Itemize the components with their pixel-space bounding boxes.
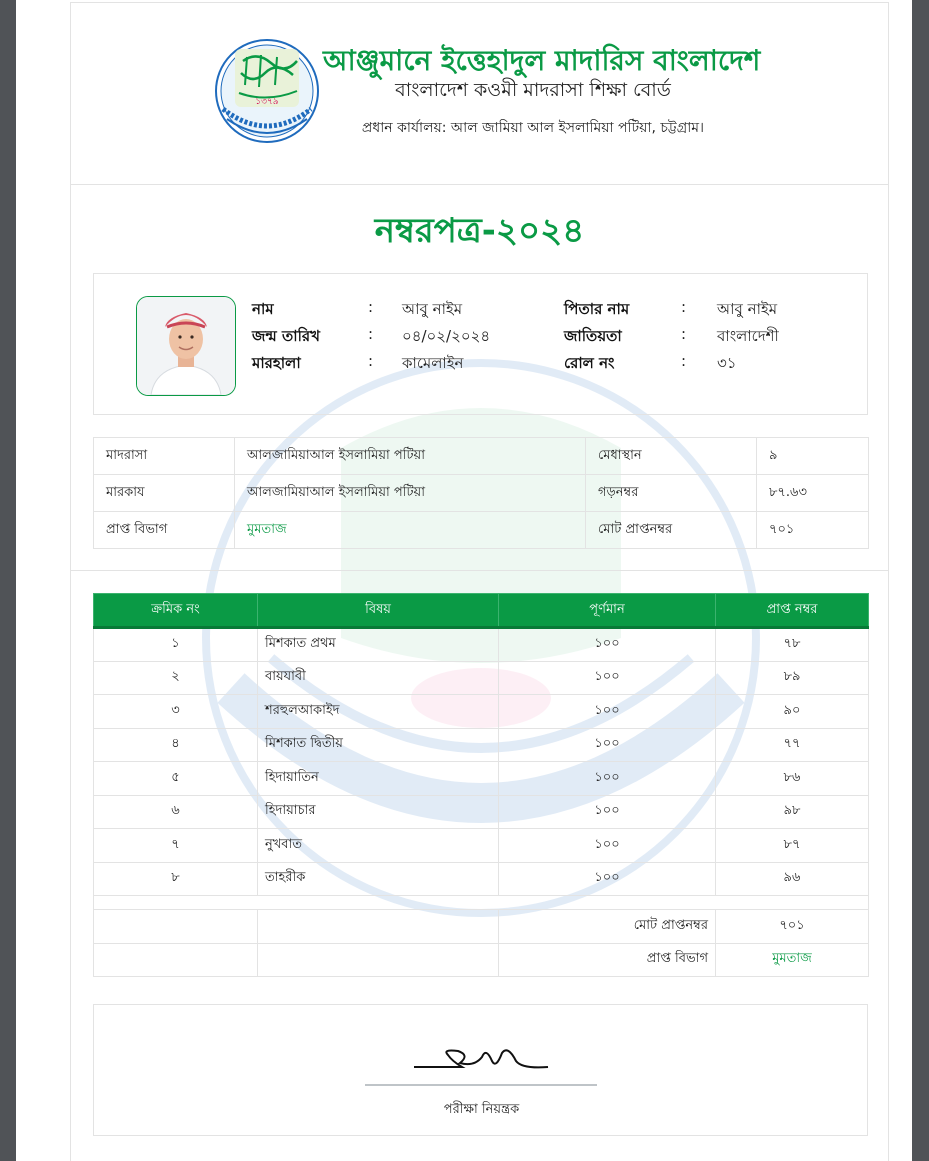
serial: ৮ — [94, 862, 258, 896]
document-title: নম্বরপত্র-২০২৪ — [374, 211, 585, 251]
full-marks: ১০০ — [499, 829, 716, 863]
student-nationality: বাংলাদেশী — [717, 327, 779, 345]
subject: তাহরীক — [258, 862, 499, 896]
meta-row — [94, 475, 869, 512]
spacer-row — [94, 896, 869, 910]
student-name: আবু নাইম — [402, 300, 463, 318]
serial: ৭ — [94, 829, 258, 863]
meta-value: ৮৭.৬৩ — [757, 475, 869, 512]
colon: : — [368, 352, 374, 370]
viewer-gutter-left — [0, 0, 16, 1161]
student-roll: ৩১ — [717, 354, 737, 372]
student-avatar-image — [137, 297, 235, 395]
subject: মিশকাত দ্বিতীয় — [258, 728, 499, 762]
signature-box — [93, 1004, 868, 1136]
full-marks: ১০০ — [499, 762, 716, 796]
meta-row — [94, 512, 869, 549]
colon: : — [681, 325, 687, 343]
serial: ৪ — [94, 728, 258, 762]
table-row — [94, 829, 869, 863]
father-label: পিতার নাম — [564, 300, 630, 318]
meta-division-value: মুমতাজ — [235, 512, 586, 549]
meta-value: আলজামিয়াআল ইসলামিয়া পটিয়া — [235, 438, 586, 475]
signature-scribble — [412, 1037, 552, 1077]
serial: ৬ — [94, 795, 258, 829]
serial: ৫ — [94, 762, 258, 796]
meta-key: মেধাস্থান — [586, 438, 757, 475]
subject: মিশকাত প্রথম — [258, 628, 499, 662]
meta-value: আলজামিয়াআল ইসলামিয়া পটিয়া — [235, 475, 586, 512]
col-header-serial: ক্রমিক নং — [94, 594, 258, 628]
total-row — [94, 910, 869, 944]
meta-key: গড়নম্বর — [586, 475, 757, 512]
obtained-marks: ৮৬ — [716, 762, 869, 796]
total-value: ৭০১ — [716, 910, 869, 944]
division-value: মুমতাজ — [716, 943, 869, 977]
empty-cell — [94, 943, 258, 977]
obtained-marks: ৯৬ — [716, 862, 869, 896]
subject: শরহুলআকাইদ — [258, 695, 499, 729]
marks-header-row — [94, 594, 869, 628]
table-row — [94, 628, 869, 662]
meta-row — [94, 438, 869, 475]
total-label: মোট প্রাপ্তনম্বর — [499, 910, 716, 944]
marks-table — [93, 593, 869, 977]
roll-label: রোল নং — [564, 354, 615, 372]
class-label: মারহালা — [252, 354, 301, 372]
empty-cell — [258, 910, 499, 944]
meta-key: মারকায — [94, 475, 235, 512]
madrasa-meta-table — [93, 437, 869, 549]
table-row — [94, 862, 869, 896]
org-address: প্রধান কার্যালয়: আল জামিয়া আল ইসলামিয়া পটিয়া, চট্টগ্রাম। — [361, 120, 705, 136]
org-subtitle: বাংলাদেশ কওমী মাদরাসা শিক্ষা বোর্ড — [395, 79, 671, 101]
obtained-marks: ৭৮ — [716, 628, 869, 662]
marksheet-card — [70, 2, 889, 1161]
viewer-gutter-right — [912, 0, 929, 1161]
table-row — [94, 762, 869, 796]
student-photo — [136, 296, 236, 396]
obtained-marks: ৭৭ — [716, 728, 869, 762]
table-row — [94, 661, 869, 695]
col-header-full-marks: পূর্ণমান — [499, 594, 716, 628]
division-label: প্রাপ্ত বিভাগ — [499, 943, 716, 977]
student-info-box — [93, 273, 868, 415]
table-row — [94, 795, 869, 829]
board-logo-seal — [213, 39, 321, 143]
obtained-marks: ৯৮ — [716, 795, 869, 829]
dob-label: জন্ম তারিখ — [252, 327, 320, 345]
subject: নুখবাত — [258, 829, 499, 863]
name-label: নাম — [252, 300, 274, 318]
colon: : — [368, 298, 374, 316]
obtained-marks: ৮৭ — [716, 829, 869, 863]
full-marks: ১০০ — [499, 661, 716, 695]
full-marks: ১০০ — [499, 862, 716, 896]
meta-key: মাদরাসা — [94, 438, 235, 475]
colon: : — [681, 352, 687, 370]
meta-value: ৯ — [757, 438, 869, 475]
full-marks: ১০০ — [499, 628, 716, 662]
serial: ১ — [94, 628, 258, 662]
father-name: আবু নাইম — [717, 300, 778, 318]
empty-cell — [258, 943, 499, 977]
meta-key: মোট প্রাপ্তনম্বর — [586, 512, 757, 549]
colon: : — [368, 325, 374, 343]
signature-line — [365, 1084, 597, 1086]
subject: হিদায়াতিন — [258, 762, 499, 796]
student-dob: ০৪/০২/২০২৪ — [402, 327, 491, 345]
obtained-marks: ৯০ — [716, 695, 869, 729]
table-row — [94, 695, 869, 729]
obtained-marks: ৮৯ — [716, 661, 869, 695]
full-marks: ১০০ — [499, 795, 716, 829]
division-row — [94, 943, 869, 977]
col-header-obtained: প্রাপ্ত নম্বর — [716, 594, 869, 628]
serial: ২ — [94, 661, 258, 695]
student-class: কামেলাইন — [402, 354, 464, 372]
logo-year-text: ১৩৭৯ — [255, 97, 279, 107]
meta-value: ৭০১ — [757, 512, 869, 549]
org-header — [71, 3, 888, 185]
spacer-cell — [94, 896, 869, 910]
section-divider — [71, 570, 888, 571]
serial: ৩ — [94, 695, 258, 729]
signature-label: পরীক্ষা নিয়ন্ত্রক — [443, 1102, 520, 1117]
full-marks: ১০০ — [499, 695, 716, 729]
meta-key: প্রাপ্ত বিভাগ — [94, 512, 235, 549]
full-marks: ১০০ — [499, 728, 716, 762]
table-row — [94, 728, 869, 762]
document-page — [16, 0, 912, 1161]
subject: হিদায়াচার — [258, 795, 499, 829]
col-header-subject: বিষয় — [258, 594, 499, 628]
nationality-label: জাতিয়তা — [564, 327, 622, 345]
colon: : — [681, 298, 687, 316]
subject: বায়যাবী — [258, 661, 499, 695]
empty-cell — [94, 910, 258, 944]
org-title: আঞ্জুমানে ইত্তেহাদুল মাদারিস বাংলাদেশ — [323, 44, 761, 77]
